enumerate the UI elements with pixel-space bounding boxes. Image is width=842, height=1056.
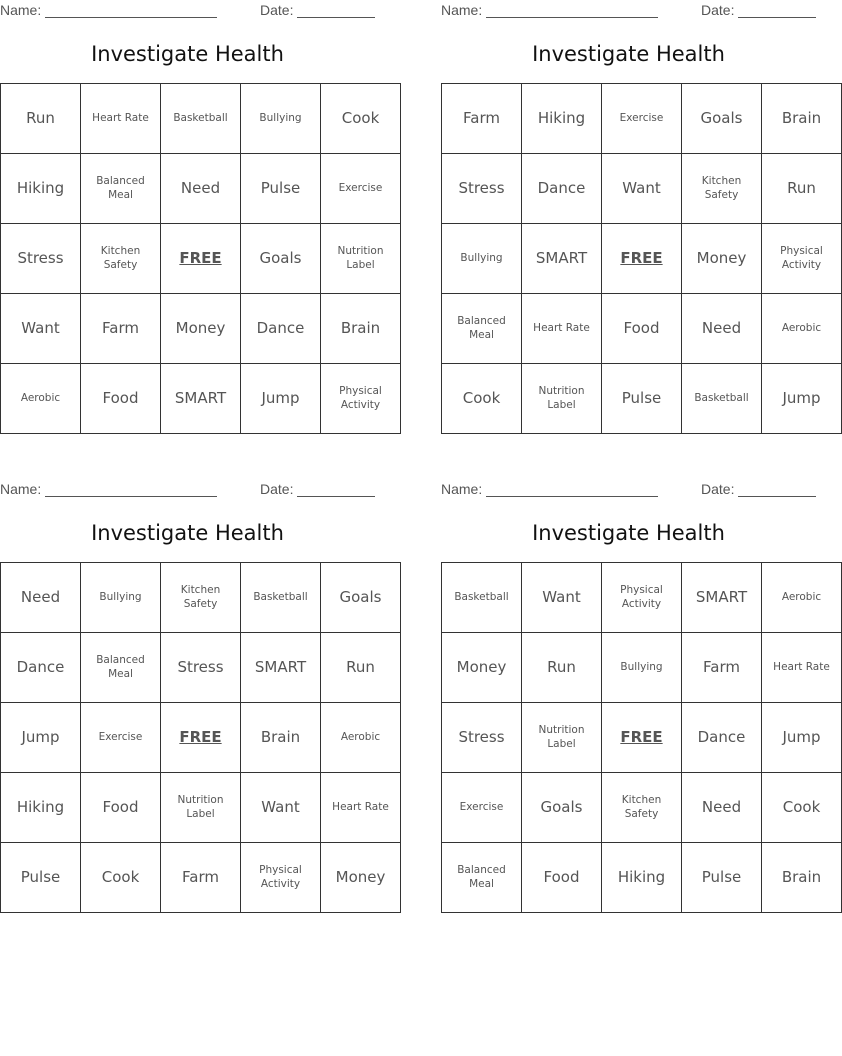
bingo-cell: Run (1, 84, 81, 154)
name-line (45, 17, 217, 18)
bingo-cell: Want (602, 154, 682, 224)
bingo-card (441, 479, 830, 919)
grid-row (442, 84, 842, 154)
bingo-cell: Bullying (81, 563, 161, 633)
bingo-cell: Cook (321, 84, 401, 154)
card-title: Investigate Health (91, 521, 284, 545)
bingo-cell: Goals (241, 224, 321, 294)
bingo-cell: Farm (81, 294, 161, 364)
bingo-cell: Jump (762, 364, 842, 434)
bingo-cell: Physical Activity (321, 364, 401, 434)
bingo-grid (441, 562, 842, 913)
name-date-header (0, 481, 375, 499)
grid-row (1, 224, 401, 294)
date-line (738, 17, 816, 18)
bingo-cell: Dance (1, 633, 81, 703)
bingo-cell: SMART (241, 633, 321, 703)
bingo-cell: Stress (161, 633, 241, 703)
bingo-cell: Pulse (682, 843, 762, 913)
bingo-cell: Basketball (161, 84, 241, 154)
bingo-cell: Brain (321, 294, 401, 364)
bingo-cell: Jump (1, 703, 81, 773)
bingo-cell: Kitchen Safety (81, 224, 161, 294)
grid-row (442, 563, 842, 633)
bingo-cell: Dance (682, 703, 762, 773)
date-label: Date: (701, 2, 735, 18)
bingo-cell: Exercise (81, 703, 161, 773)
bingo-cell: Want (522, 563, 602, 633)
name-label: Name: (441, 2, 483, 18)
bingo-cell: Need (161, 154, 241, 224)
grid-row (1, 84, 401, 154)
bingo-cell: Brain (241, 703, 321, 773)
bingo-cell: Goals (321, 563, 401, 633)
grid-row (1, 294, 401, 364)
bingo-cell: Stress (1, 224, 81, 294)
name-line (486, 496, 658, 497)
bingo-cell: Kitchen Safety (602, 773, 682, 843)
grid-row (1, 773, 401, 843)
bingo-cell: Money (161, 294, 241, 364)
card-title: Investigate Health (91, 42, 284, 66)
date-line (297, 17, 375, 18)
bingo-cell: Nutrition Label (522, 703, 602, 773)
bingo-cell: Jump (762, 703, 842, 773)
bingo-cell: Nutrition Label (321, 224, 401, 294)
grid-row (442, 703, 842, 773)
grid-row (442, 843, 842, 913)
bingo-cell: Heart Rate (762, 633, 842, 703)
grid-row (1, 843, 401, 913)
bingo-cell: Balanced Meal (442, 294, 522, 364)
name-label: Name: (0, 481, 42, 497)
bingo-cell: Basketball (682, 364, 762, 434)
grid-row (1, 633, 401, 703)
bingo-cell: Pulse (241, 154, 321, 224)
bingo-cell: Physical Activity (241, 843, 321, 913)
bingo-cell: SMART (161, 364, 241, 434)
date-label: Date: (701, 481, 735, 497)
grid-row (1, 364, 401, 434)
bingo-grid (0, 83, 401, 434)
bingo-cell: Aerobic (762, 563, 842, 633)
bingo-cell: Dance (522, 154, 602, 224)
bingo-cell: Pulse (1, 843, 81, 913)
free-space: FREE (602, 703, 682, 773)
bingo-cell: Exercise (442, 773, 522, 843)
bingo-cell: SMART (522, 224, 602, 294)
bingo-cell: Exercise (321, 154, 401, 224)
bingo-cell: Food (522, 843, 602, 913)
bingo-cell: Heart Rate (81, 84, 161, 154)
bingo-cell: Food (81, 773, 161, 843)
grid-row (442, 773, 842, 843)
date-label: Date: (260, 481, 294, 497)
date-line (738, 496, 816, 497)
bingo-cell: Heart Rate (522, 294, 602, 364)
bingo-cell: Kitchen Safety (682, 154, 762, 224)
bingo-cell: Exercise (602, 84, 682, 154)
name-line (45, 496, 217, 497)
name-label: Name: (0, 2, 42, 18)
bingo-cell: SMART (682, 563, 762, 633)
bingo-cell: Balanced Meal (442, 843, 522, 913)
grid-row (442, 364, 842, 434)
name-date-header (0, 2, 375, 20)
name-label: Name: (441, 481, 483, 497)
bingo-cell: Hiking (522, 84, 602, 154)
bingo-cell: Money (442, 633, 522, 703)
bingo-cell: Basketball (241, 563, 321, 633)
bingo-cell: Need (1, 563, 81, 633)
bingo-cell: Run (321, 633, 401, 703)
bingo-cell: Farm (161, 843, 241, 913)
bingo-cell: Hiking (602, 843, 682, 913)
bingo-cell: Balanced Meal (81, 154, 161, 224)
bingo-cell: Bullying (602, 633, 682, 703)
bingo-cell: Need (682, 294, 762, 364)
grid-row (442, 294, 842, 364)
bingo-cell: Basketball (442, 563, 522, 633)
date-line (297, 496, 375, 497)
bingo-cell: Heart Rate (321, 773, 401, 843)
bingo-cell: Brain (762, 84, 842, 154)
bingo-cell: Need (682, 773, 762, 843)
bingo-cell: Farm (682, 633, 762, 703)
free-space: FREE (602, 224, 682, 294)
bingo-cell: Run (762, 154, 842, 224)
bingo-cell: Stress (442, 703, 522, 773)
bingo-card (441, 0, 823, 440)
date-label: Date: (260, 2, 294, 18)
bingo-cell: Cook (442, 364, 522, 434)
bingo-cell: Nutrition Label (522, 364, 602, 434)
bingo-cell: Hiking (1, 773, 81, 843)
bingo-cell: Aerobic (762, 294, 842, 364)
grid-row (1, 154, 401, 224)
bingo-cell: Want (241, 773, 321, 843)
bingo-cell: Physical Activity (762, 224, 842, 294)
bingo-cell: Dance (241, 294, 321, 364)
bingo-card (0, 479, 389, 919)
bingo-cell: Aerobic (1, 364, 81, 434)
bingo-cell: Stress (442, 154, 522, 224)
bingo-cell: Brain (762, 843, 842, 913)
card-title: Investigate Health (532, 42, 725, 66)
grid-row (442, 633, 842, 703)
bingo-grid (0, 562, 401, 913)
bingo-cell: Balanced Meal (81, 633, 161, 703)
bingo-cell: Kitchen Safety (161, 563, 241, 633)
bingo-cell: Jump (241, 364, 321, 434)
free-space: FREE (161, 224, 241, 294)
card-title: Investigate Health (532, 521, 725, 545)
name-date-header (441, 2, 816, 20)
bingo-cell: Bullying (241, 84, 321, 154)
bingo-cell: Bullying (442, 224, 522, 294)
bingo-cell: Physical Activity (602, 563, 682, 633)
grid-row (442, 224, 842, 294)
bingo-card (0, 0, 384, 440)
bingo-cell: Want (1, 294, 81, 364)
bingo-cell: Money (682, 224, 762, 294)
bingo-cell: Goals (682, 84, 762, 154)
bingo-cell: Run (522, 633, 602, 703)
bingo-cell: Food (602, 294, 682, 364)
bingo-cell: Nutrition Label (161, 773, 241, 843)
grid-row (1, 563, 401, 633)
bingo-cell: Pulse (602, 364, 682, 434)
bingo-cell: Money (321, 843, 401, 913)
bingo-grid (441, 83, 842, 434)
bingo-cell: Hiking (1, 154, 81, 224)
name-date-header (441, 481, 816, 499)
name-line (486, 17, 658, 18)
bingo-cell: Farm (442, 84, 522, 154)
grid-row (1, 703, 401, 773)
bingo-cell: Aerobic (321, 703, 401, 773)
bingo-cell: Cook (81, 843, 161, 913)
bingo-cell: Goals (522, 773, 602, 843)
bingo-cell: Food (81, 364, 161, 434)
grid-row (442, 154, 842, 224)
free-space: FREE (161, 703, 241, 773)
bingo-cell: Cook (762, 773, 842, 843)
